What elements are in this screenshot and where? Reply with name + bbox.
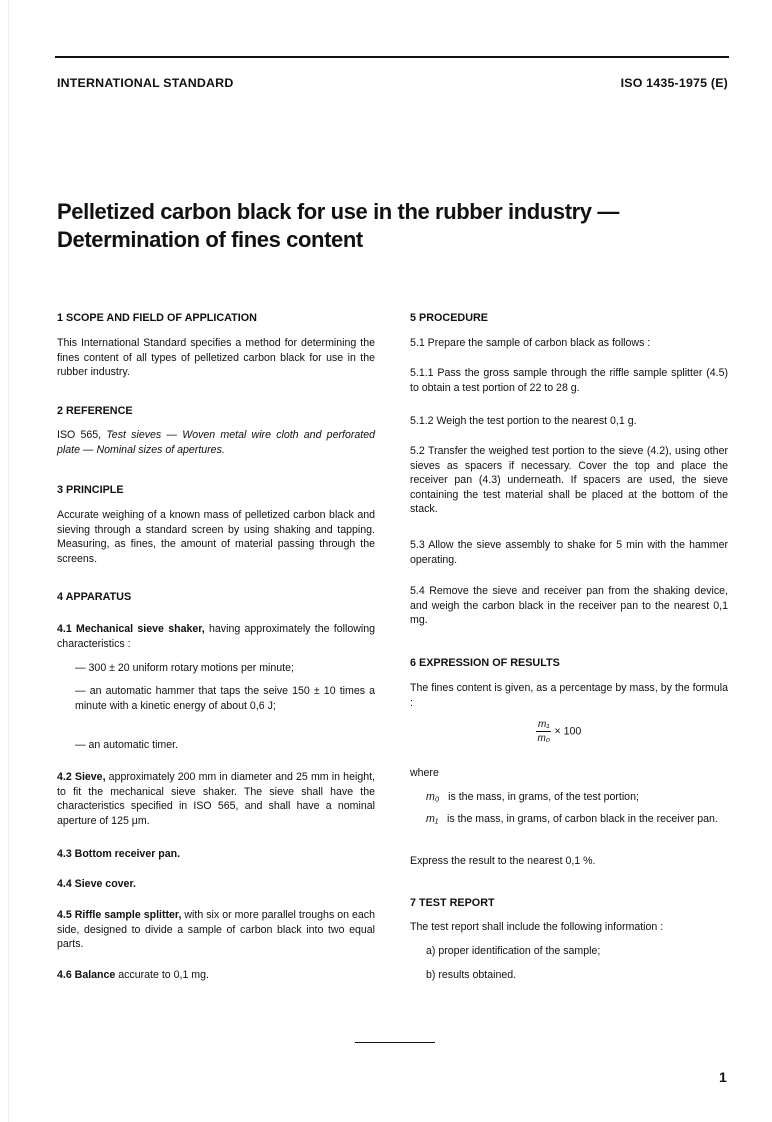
clause-5-3: 5.3 Allow the sieve assembly to shake for 5 min with the hammer operating. bbox=[410, 539, 728, 566]
multiplier: × 100 bbox=[554, 725, 582, 738]
clause-5-1: 5.1 Prepare the sample of carbon black as follows : bbox=[410, 337, 651, 349]
clause-term: 4.2 Sieve, bbox=[57, 771, 106, 783]
title-line-2: Determination of fines content bbox=[57, 227, 363, 252]
section-2-heading: 2 REFERENCE bbox=[57, 405, 133, 417]
section-3-text: Accurate weighing of a known mass of pelletized carbon black and sieving through a standard screen by using shaking and tapping. Measuring, as fines, the amount of material passing through the screens. bbox=[57, 509, 375, 565]
reference-number: ISO 565, bbox=[57, 429, 107, 441]
section-4-heading: 4 APPARATUS bbox=[57, 591, 132, 603]
clause-4-3: 4.3 Bottom receiver pan. bbox=[57, 848, 181, 860]
header-rule bbox=[55, 56, 729, 58]
section-3-heading: 3 PRINCIPLE bbox=[57, 484, 124, 496]
section-1-text: This International Standard specifies a method for determining the fines content of all types of pelletized carbon black for use in the rubber industry. bbox=[57, 337, 375, 379]
express-result: Express the result to the nearest 0,1 %. bbox=[410, 855, 596, 867]
clause-5-1-1: 5.1.1 Pass the gross sample through the riffle sample splitter (4.5) to obtain a test portion of 22 to 28 g. bbox=[410, 367, 728, 394]
section-1-heading: 1 SCOPE AND FIELD OF APPLICATION bbox=[57, 312, 257, 324]
list-item: — 300 ± 20 uniform rotary motions per minute; bbox=[75, 662, 294, 674]
reference-title: Test sieves — Woven metal wire cloth and perforated plate — Nominal sizes of apertures. bbox=[57, 429, 375, 456]
denominator: m₀ bbox=[537, 733, 551, 744]
section-7-heading: 7 TEST REPORT bbox=[410, 897, 495, 909]
where-label: where bbox=[410, 767, 439, 779]
clause-5-2: 5.2 Transfer the weighed test portion to the sieve (4.2), using other sieves as spacers if necessary. Cover the top and place the receiver pan (4.3) underneath. If spacers are used, the sieve containing the test material shall be placed at the bottom of the stack. bbox=[410, 445, 728, 516]
clause-4-2 bbox=[57, 770, 375, 828]
definition-text: is the mass, in grams, of the test portion; bbox=[448, 791, 639, 803]
section-7-text: The test report shall include the following information : bbox=[410, 921, 664, 933]
list-item: a) proper identification of the sample; bbox=[426, 945, 601, 957]
clause-4-4: 4.4 Sieve cover. bbox=[57, 878, 136, 890]
section-6-heading: 6 EXPRESSION OF RESULTS bbox=[410, 657, 560, 669]
header-standard-number: ISO 1435-1975 (E) bbox=[620, 76, 728, 90]
list-item: — an automatic hammer that taps the seive 150 ± 10 times a minute with a kinetic energy of about 0,6 J; bbox=[75, 685, 375, 712]
definition-text: is the mass, in grams, of carbon black in the receiver pan. bbox=[447, 813, 718, 825]
section-6-text: The fines content is given, as a percentage by mass, by the formula : bbox=[410, 682, 728, 709]
clause-text: accurate to 0,1 mg. bbox=[115, 969, 209, 981]
page-number: 1 bbox=[719, 1069, 727, 1085]
numerator: m₁ bbox=[538, 719, 550, 730]
clause-text: approximately 200 mm in diameter and 25 mm in height, to fit the mechanical sieve shaker. The sieve shall have the characteristics specified in ISO 565, and shall have a nominal aperture of 125 μm. bbox=[57, 771, 375, 827]
clause-5-4: 5.4 Remove the sieve and receiver pan from the shaking device, and weigh the carbon black in the receiver pan to the nearest 0,1 mg. bbox=[410, 585, 728, 627]
fraction bbox=[536, 718, 551, 745]
clause-term: 4.5 Riffle sample splitter, bbox=[57, 909, 182, 921]
clause-term: Mechanical sieve shaker, bbox=[76, 623, 205, 635]
clause-term: 4.6 Balance bbox=[57, 969, 116, 981]
header-standard-label: INTERNATIONAL STANDARD bbox=[57, 76, 234, 90]
clause-4-6 bbox=[57, 968, 375, 983]
section-2-text bbox=[57, 428, 375, 457]
clause-4-1 bbox=[57, 622, 375, 651]
formula bbox=[536, 718, 581, 745]
clause-text: with six or more parallel troughs on each side, designed to divide a sample of carbon black into two equal parts. bbox=[57, 909, 375, 951]
title-line-1: Pelletized carbon black for use in the rubber industry — bbox=[57, 199, 619, 224]
clause-text: having approximately the following characteristics : bbox=[57, 623, 375, 650]
list-item: — an automatic timer. bbox=[75, 739, 179, 751]
definition-m1 bbox=[426, 812, 728, 827]
symbol: m₁ bbox=[426, 813, 439, 825]
scan-edge bbox=[8, 0, 9, 1122]
symbol: m₀ bbox=[426, 791, 440, 803]
document-title bbox=[57, 198, 737, 254]
footer-rule bbox=[355, 1042, 435, 1043]
clause-4-5 bbox=[57, 908, 375, 952]
clause-number: 4.1 bbox=[57, 623, 77, 635]
section-5-heading: 5 PROCEDURE bbox=[410, 312, 488, 324]
clause-5-1-2: 5.1.2 Weigh the test portion to the nearest 0,1 g. bbox=[410, 415, 637, 427]
list-item: b) results obtained. bbox=[426, 969, 517, 981]
definition-m0 bbox=[426, 790, 728, 805]
